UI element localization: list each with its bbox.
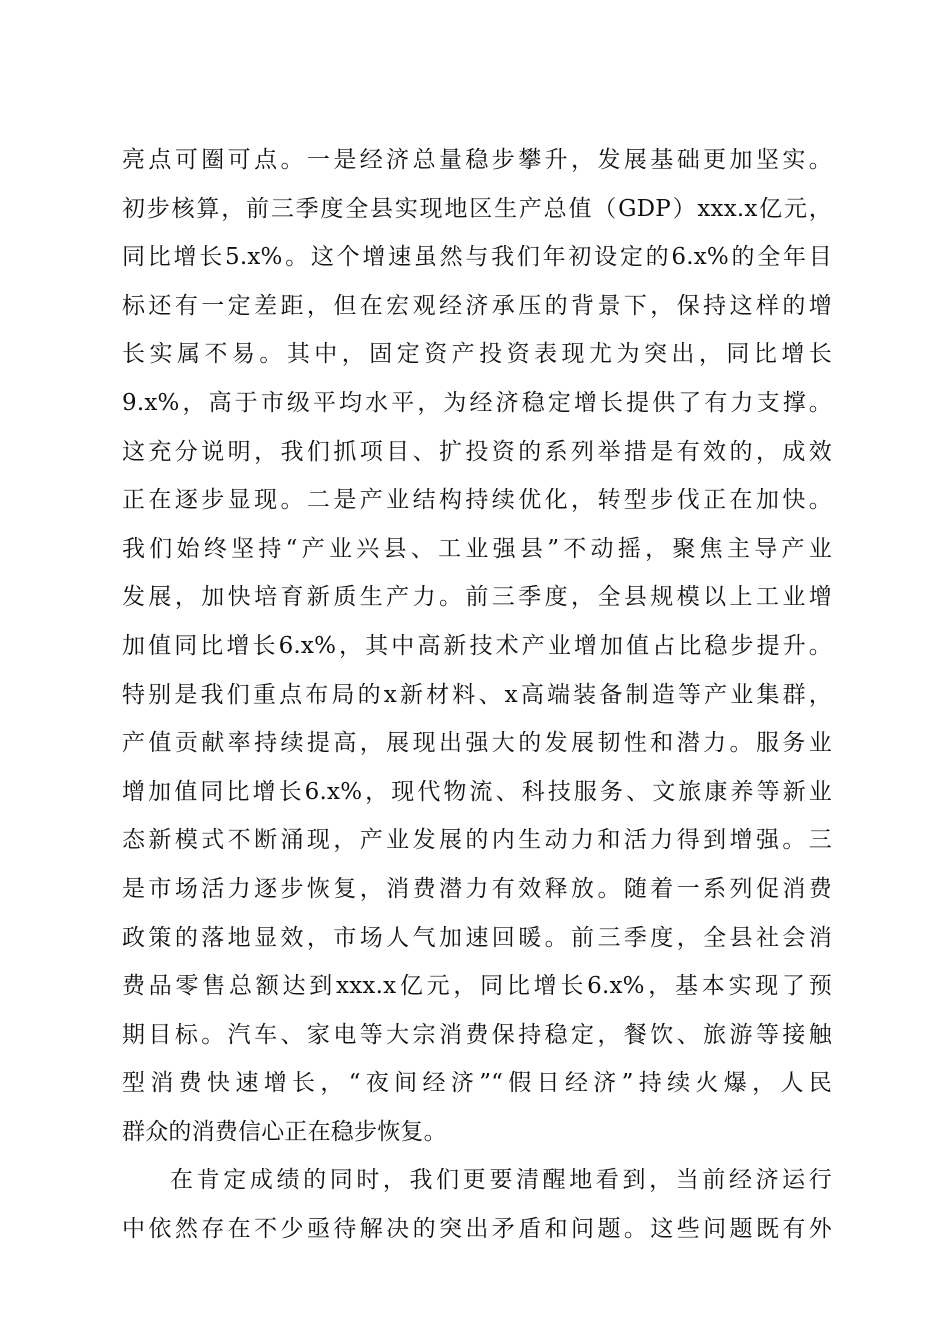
text-line: 费品零售总额达到xxx.x亿元，同比增长6.x%，基本实现了预	[122, 973, 832, 1000]
text-line: 政策的落地显效，市场人气加速回暖。前三季度，全县社会消	[122, 924, 832, 951]
text-line: 加值同比增长6.x%，其中高新技术产业增加值占比稳步提升。	[122, 632, 832, 659]
text-line: 9.x%，高于市级平均水平，为经济稳定增长提供了有力支撑。	[122, 389, 832, 416]
text-line: 中依然存在不少亟待解决的突出矛盾和问题。这些问题既有外	[122, 1216, 832, 1243]
text-line: 亮点可圈可点。一是经济总量稳步攀升，发展基础更加坚实。	[122, 147, 832, 173]
text-line: 在肯定成绩的同时，我们更要清醒地看到，当前经济运行	[170, 1167, 832, 1194]
text-line: 群众的消费信心正在稳步恢复。	[122, 1118, 447, 1145]
text-line: 初步核算，前三季度全县实现地区生产总值（GDP）xxx.x亿元，	[122, 195, 832, 222]
text-line: 增加值同比增长6.x%，现代物流、科技服务、文旅康养等新业	[122, 778, 832, 805]
text-line: 产值贡献率持续提高，展现出强大的发展韧性和潜力。服务业	[122, 730, 832, 757]
text-line: 是市场活力逐步恢复，消费潜力有效释放。随着一系列促消费	[122, 875, 832, 902]
text-line: 发展，加快培育新质生产力。前三季度，全县规模以上工业增	[122, 584, 832, 611]
text-line: 正在逐步显现。二是产业结构持续优化，转型步伐正在加快。	[122, 487, 832, 514]
text-line: 同比增长5.x%。这个增速虽然与我们年初设定的6.x%的全年目	[122, 244, 832, 271]
text-line: 期目标。汽车、家电等大宗消费保持稳定，餐饮、旅游等接触	[122, 1021, 832, 1048]
text-line: 我们始终坚持“产业兴县、工业强县”不动摇，聚焦主导产业	[122, 535, 832, 562]
text-line: 型消费快速增长，“夜间经济”“假日经济”持续火爆，人民	[122, 1070, 832, 1097]
text-line: 长实属不易。其中，固定资产投资表现尤为突出，同比增长	[122, 341, 832, 368]
text-line: 这充分说明，我们抓项目、扩投资的系列举措是有效的，成效	[122, 438, 832, 465]
paragraph-1	[122, 136, 832, 1156]
paragraph-2	[122, 1156, 832, 1253]
text-line: 态新模式不断涌现，产业发展的内生动力和活力得到增强。三	[122, 827, 832, 854]
body-text	[122, 136, 832, 1254]
text-line: 特别是我们重点布局的x新材料、x高端装备制造等产业集群，	[122, 681, 832, 708]
text-line: 标还有一定差距，但在宏观经济承压的背景下，保持这样的增	[122, 292, 832, 319]
